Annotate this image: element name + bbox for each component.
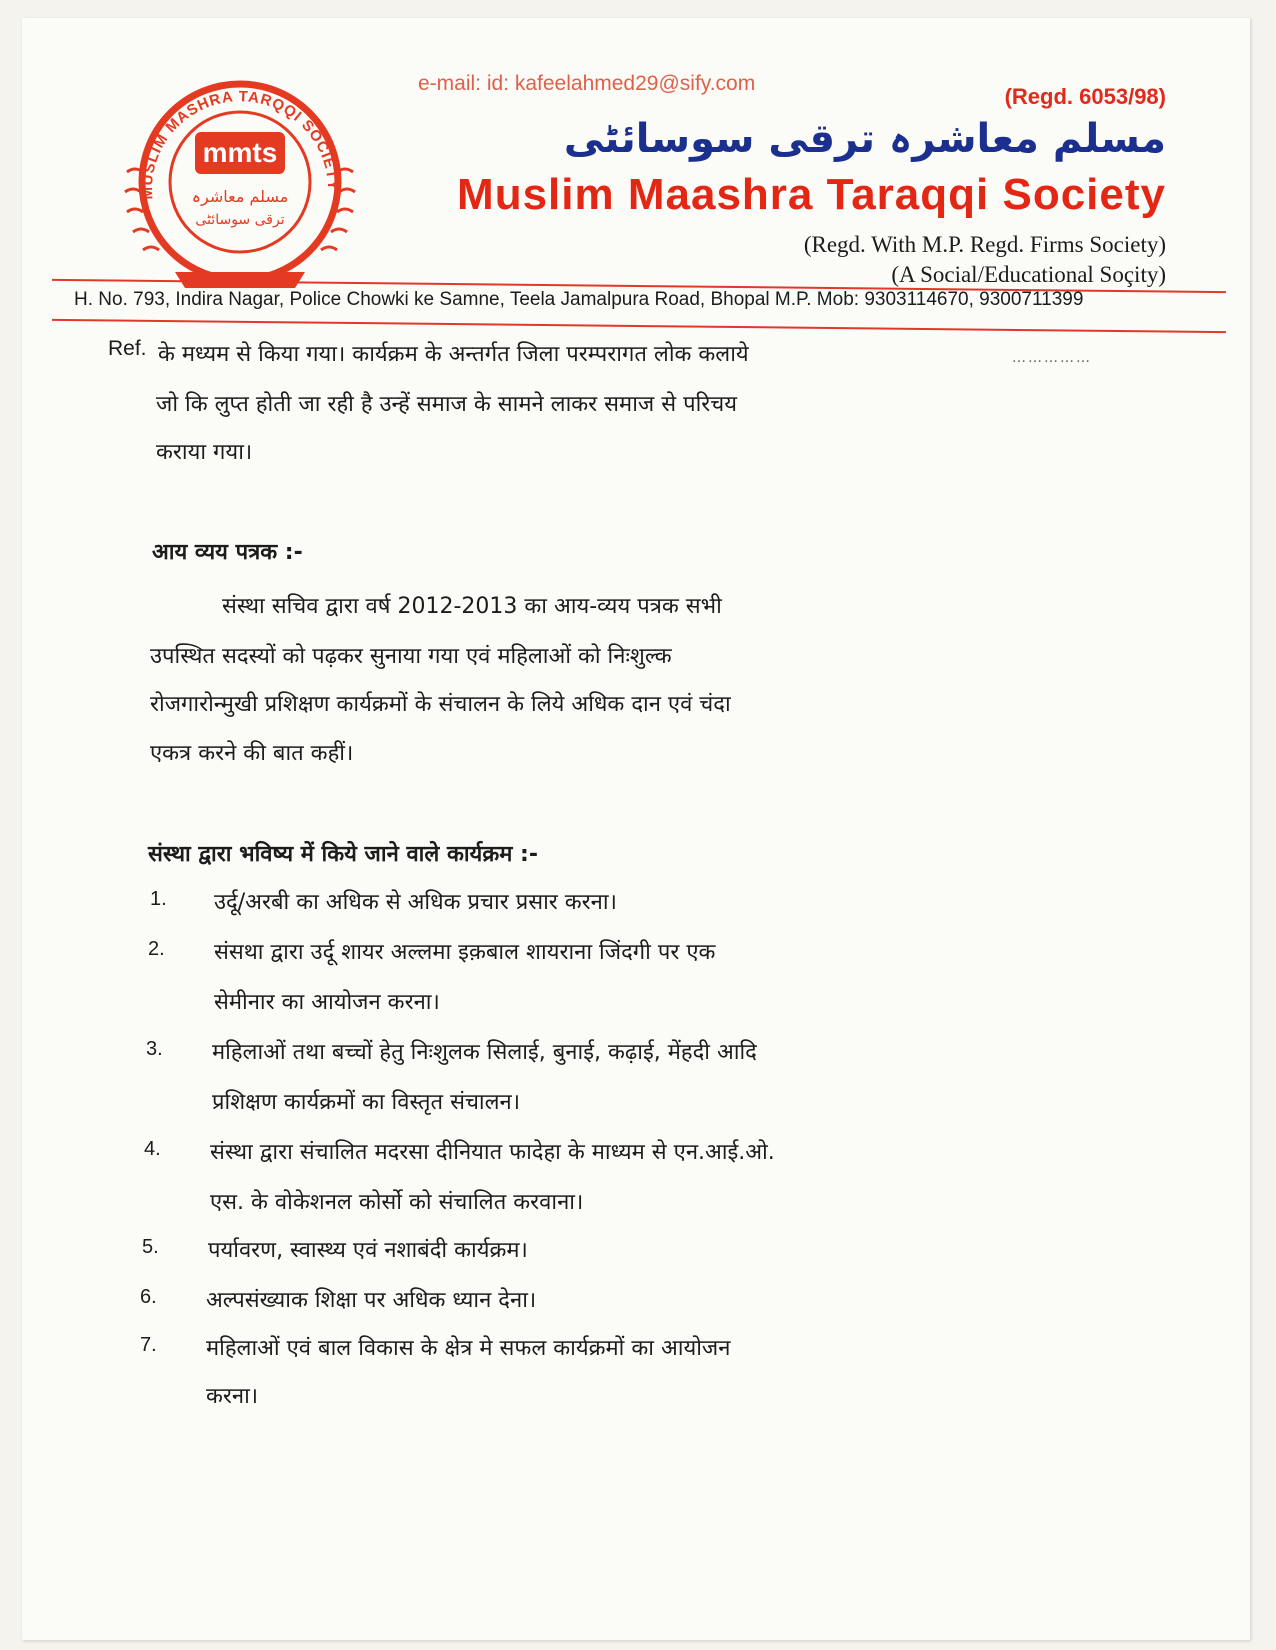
paragraph1-line2: जो कि लुप्त होती जा रही है उन्हें समाज के सामने लाकर समाज से परिचय bbox=[156, 392, 738, 417]
future-programs-heading: संस्था द्वारा भविष्य में किये जाने वाले कार्यक्रम :- bbox=[148, 842, 538, 867]
logo-urdu-line2: ترقی سوسائٹی bbox=[195, 212, 285, 228]
registration-number: (Regd. 6053/98) bbox=[1004, 84, 1166, 109]
income-expense-line1: संस्था सचिव द्वारा वर्ष 2012-2013 का आय-व्यय पत्रक सभी bbox=[222, 594, 722, 619]
item-number: 6. bbox=[140, 1286, 157, 1308]
item-5-line1: पर्यावरण, स्वास्थ्य एवं नशाबंदी कार्यक्रम। bbox=[208, 1238, 528, 1263]
item-4-line1: संस्था द्वारा संचालित मदरसा दीनियात फादेहा के माध्यम से एन.आई.ओ. bbox=[210, 1140, 775, 1165]
item-3-line1: महिलाओं तथा बच्चों हेतु निःशुलक सिलाई, बुनाई, कढ़ाई, मेंहदी आदि bbox=[212, 1040, 757, 1065]
item-number: 5. bbox=[142, 1236, 159, 1258]
item-2-line2: सेमीनार का आयोजन करना। bbox=[214, 990, 440, 1015]
email-line: e-mail: id: kafeelahmed29@sify.com bbox=[418, 72, 756, 95]
logo-monogram: mmts bbox=[202, 137, 278, 168]
item-number: 1. bbox=[150, 888, 167, 910]
item-number: 3. bbox=[146, 1038, 163, 1060]
item-6-line1: अल्पसंख्याक शिक्षा पर अधिक ध्यान देना। bbox=[206, 1288, 537, 1313]
income-expense-line2: उपस्थित सदस्यों को पढ़कर सुनाया गया एवं महिलाओं को निःशुल्क bbox=[150, 644, 672, 669]
address-line: H. No. 793, Indira Nagar, Police Chowki ke Samne, Teela Jamalpura Road, Bhopal M.P. Mob: 9303114670, 9300711399 bbox=[74, 289, 1084, 310]
item-number: 4. bbox=[144, 1138, 161, 1160]
dotted-fill: …………… bbox=[1012, 350, 1092, 366]
income-expense-line4: एकत्र करने की बात कहीं। bbox=[150, 741, 354, 766]
paragraph1-line1: के मध्यम से किया गया। कार्यक्रम के अन्तर्गत जिला परम्परागत लोक कलाये bbox=[158, 342, 749, 367]
item-3-line2: प्रशिक्षण कार्यक्रमों का विस्तृत संचालन। bbox=[212, 1090, 521, 1115]
item-7-line2: करना। bbox=[206, 1384, 259, 1409]
society-name-english: Muslim Maashra Taraqqi Society bbox=[457, 170, 1166, 219]
item-number: 7. bbox=[140, 1334, 157, 1356]
item-number: 2. bbox=[148, 938, 165, 960]
income-expense-line3: रोजगारोन्मुखी प्रशिक्षण कार्यक्रमों के संचालन के लिये अधिक दान एवं चंदा bbox=[150, 692, 731, 717]
society-logo-seal bbox=[115, 62, 365, 302]
item-7-line1: महिलाओं एवं बाल विकास के क्षेत्र मे सफल कार्यक्रमों का आयोजन bbox=[206, 1336, 731, 1361]
item-4-line2: एस. के वोकेशनल कोर्सो को संचालित करवाना। bbox=[210, 1190, 584, 1215]
logo-ring-text: MUSLIM MASHRA TARQQI SOCIETY bbox=[138, 88, 342, 200]
item-1-line1: उर्दू/अरबी का अधिक से अधिक प्रचार प्रसार करना। bbox=[214, 890, 617, 915]
logo-urdu-line1: مسلم معاشرہ bbox=[191, 187, 289, 206]
ref-label: Ref. bbox=[108, 337, 147, 360]
social-educational-line: (A Social/Educational Soçity) bbox=[891, 262, 1166, 287]
income-expense-heading: आय व्यय पत्रक :- bbox=[152, 540, 303, 565]
society-name-urdu: مسلم معاشرہ ترقی سوسائٹی bbox=[563, 116, 1166, 162]
paragraph1-line3: कराया गया। bbox=[156, 440, 253, 465]
registration-with-line: (Regd. With M.P. Regd. Firms Society) bbox=[803, 232, 1166, 257]
item-2-line1: संसथा द्वारा उर्दू शायर अल्लमा इक़बाल शायराना जिंदगी पर एक bbox=[214, 940, 716, 965]
